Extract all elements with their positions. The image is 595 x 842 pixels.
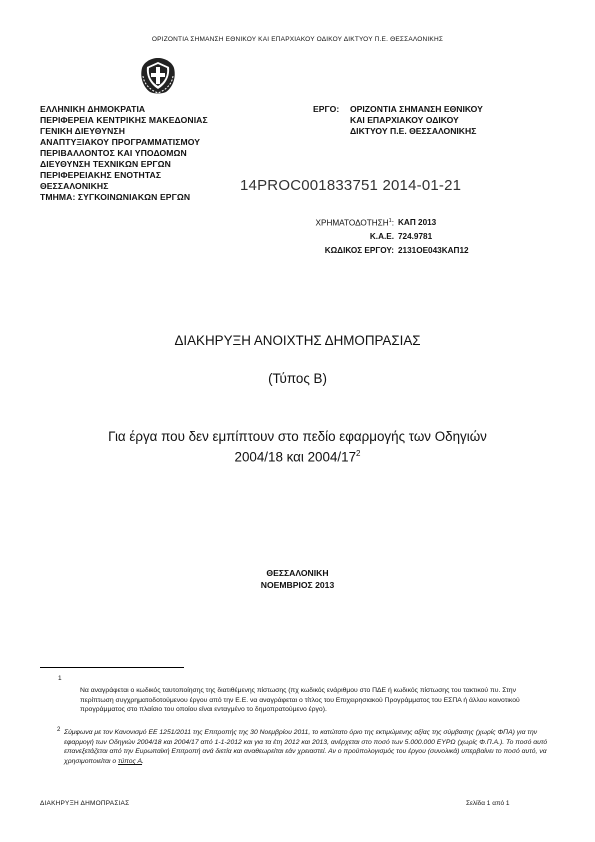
footnote-2 — [64, 728, 552, 766]
funding-label-text: ΧΡΗΜΑΤΟΔΟΤΗΣΗ — [315, 218, 389, 228]
scope-statement — [40, 428, 555, 465]
footnote-separator — [40, 667, 184, 668]
project-title-line: ΟΡΙΖΟΝΤΙΑ ΣΗΜΑΝΣΗ ΕΘΝΙΚΟΥ — [350, 104, 483, 114]
funding-colon: : — [391, 218, 394, 228]
footnote-ref-1[interactable]: 1 — [388, 218, 392, 224]
authority-line: ΘΕΣΣΑΛΟΝΙΚΗΣ — [40, 181, 109, 191]
footer-document-name: ΔΙΑΚΗΡΥΞΗ ΔΗΜΟΠΡΑΣΙΑΣ — [40, 800, 130, 807]
footnote-ref-2[interactable]: 2 — [356, 449, 361, 458]
footer-page-number: Σελίδα 1 από 1 — [466, 800, 510, 807]
authority-line: ΠΕΡΙΦΕΡΕΙΑΚΗΣ ΕΝΟΤΗΤΑΣ — [40, 170, 162, 180]
footnote-2-end: . — [142, 757, 144, 765]
document-type: (Τύπος Β) — [268, 371, 327, 386]
place-date-block — [0, 567, 595, 591]
funding-label — [282, 218, 394, 228]
place-date: ΝΟΕΜΒΡΙΟΣ 2013 — [260, 580, 335, 590]
project-title-line: ΚΑΙ ΕΠΑΡΧΙΑΚΟΥ ΟΔΙΚΟΥ — [350, 115, 459, 125]
authority-line: ΠΕΡΙΦΕΡΕΙΑ ΚΕΝΤΡΙΚΗΣ ΜΑΚΕΔΟΝΙΑΣ — [40, 115, 208, 125]
footnote-1-text: Να αναγράφεται ο κωδικός ταυτοποίησης της διατιθέμενης πίστωσης (πχ κωδικός ενάριθμου στο ΠΔΕ ή κωδικός πίστωσης του τακτικού πυ. Στην περίπτωση συγχρηματοδοτούμενου έργου από την Ε.Ε. να αναγράφεται ο τίτλος του Επιχειρησιακού Προγράμματος του ΕΣΠΑ ή άλλου κοινοτικού προγράμματος στο πλαίσιο του οποίου είναι ενταγμένο το δημοπρατούμενο έργο). — [80, 687, 520, 714]
project-title-line: ΔΙΚΤΥΟΥ Π.Ε. ΘΕΣΣΑΛΟΝΙΚΗΣ — [350, 126, 477, 136]
footnote-2-mark: 2 — [57, 727, 61, 733]
authority-line: ΕΛΛΗΝΙΚΗ ΔΗΜΟΚΡΑΤΙΑ — [40, 104, 146, 114]
footnote-1-mark: 1 — [58, 675, 62, 682]
footnote-2-text: Σύμφωνα με τον Κανονισμό ΕΕ 1251/2011 της Επιτροπής της 30 Νοεμβρίου 2011, το κατώτατο όριο της εκτιμώμενης αξίας της σύμβασης (χωρίς ΦΠΑ) για την εφαρμογή των Οδηγιών 2004/18 και 2004/17 από 1-1-2012 και για τα έτη 2012 και 2013, ανέρχεται στο ποσό των 5.000.000 ΕΥΡΩ (χωρίς Φ.Π.Α.). Το ποσό αυτό επανεξετάζεται από την Ευρωπαϊκή Επιτροπή ανά διετία και αναθεωρείται εάν χρειαστεί. Αν ο προϋπολογισμός του έργου (συνολικά) υπερβαίνει το ποσό αυτό, να χρησιμοποιείται ο — [64, 729, 548, 765]
type-a-link[interactable]: τύπος Α — [118, 757, 143, 765]
scope-line-2 — [40, 445, 555, 465]
authority-line: ΤΜΗΜΑ: ΣΥΓΚΟΙΝΩΝΙΑΚΩΝ ΕΡΓΩΝ — [40, 192, 191, 202]
authority-line: ΔΙΕΥΘΥΝΣΗ ΤΕΧΝΙΚΩΝ ΕΡΓΩΝ — [40, 159, 171, 169]
project-code-value: 2131ΟΕ043ΚΑΠ12 — [398, 246, 469, 255]
scope-line-1: Για έργα που δεν εμπίπτουν στο πεδίο εφαρμογής των Οδηγιών — [108, 429, 487, 444]
project-title — [350, 104, 483, 137]
authority-line: ΑΝΑΠΤΥΞΙΑΚΟΥ ΠΡΟΓΡΑΜΜΑΤΙΣΜΟΥ — [40, 137, 201, 147]
funding-value: ΚΑΠ 2013 — [398, 218, 437, 227]
running-header: ΟΡΙΖΟΝΤΙΑ ΣΗΜΑΝΣΗ ΕΘΝΙΚΟΥ ΚΑΙ ΕΠΑΡΧΙΑΚΟΥ ΟΔΙΚΟΥ ΔΙΚΤΥΟΥ Π.Ε. ΘΕΣΣΑΛΟΝΙΚΗΣ — [151, 36, 444, 43]
place-city: ΘΕΣΣΑΛΟΝΙΚΗ — [266, 568, 329, 578]
project-code-label: ΚΩΔΙΚΟΣ ΕΡΓΟΥ: — [324, 246, 394, 255]
document-title: ΔΙΑΚΗΡΥΞΗ ΑΝΟΙΧΤΗΣ ΔΗΜΟΠΡΑΣΙΑΣ — [174, 333, 421, 348]
kae-value: 724.9781 — [398, 232, 433, 241]
registration-stamp: 14PROC001833751 2014-01-21 — [240, 177, 462, 194]
authority-line: ΠΕΡΙΒΑΛΛΟΝΤΟΣ ΚΑΙ ΥΠΟΔΟΜΩΝ — [40, 148, 187, 158]
authority-line: ΓΕΝΙΚΗ ΔΙΕΥΘΥΝΣΗ — [40, 126, 126, 136]
scope-line-2-text: 2004/18 και 2004/17 — [234, 449, 357, 465]
kae-label: Κ.Α.Ε. — [369, 232, 394, 241]
project-label: ΕΡΓΟ: — [313, 104, 340, 114]
greek-coat-of-arms-icon — [138, 56, 178, 96]
